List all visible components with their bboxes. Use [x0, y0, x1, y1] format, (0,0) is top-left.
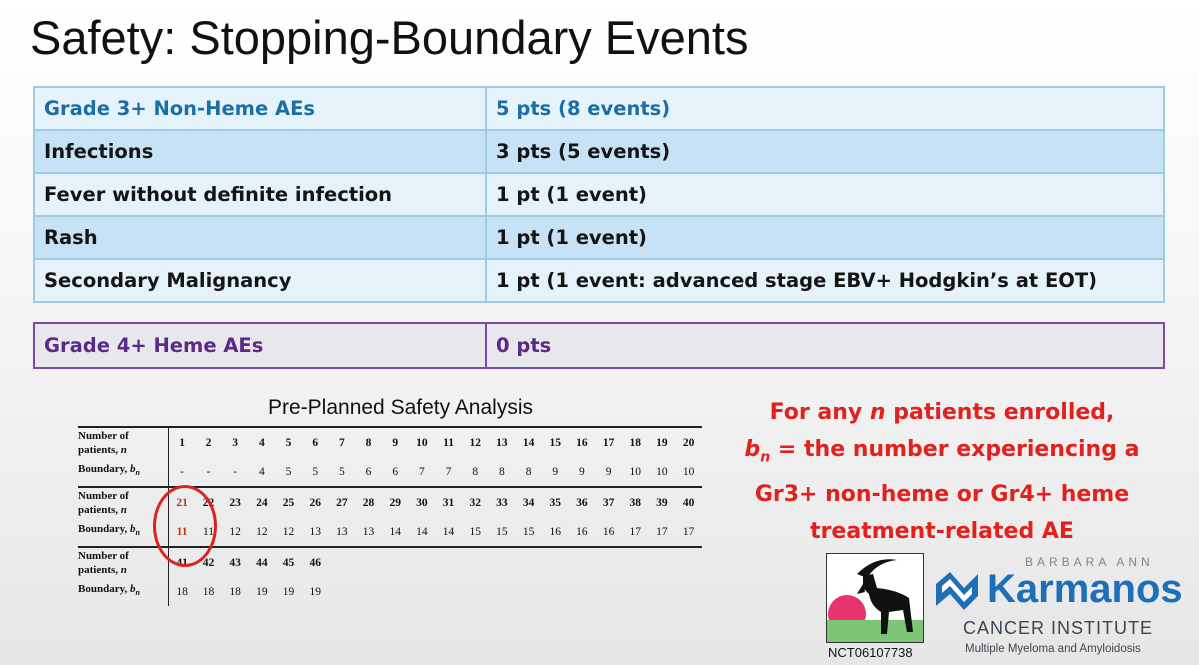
boundary-cell: [649, 577, 676, 606]
boundary-cell: [675, 577, 702, 606]
ae-value: 1 pt (1 event: advanced stage EBV+ Hodgkin’s at EOT): [486, 259, 1164, 302]
patients-cell: 46: [302, 547, 329, 577]
highlight-circle: [153, 485, 217, 567]
karmanos-tagline: Multiple Myeloma and Amyloidosis: [965, 643, 1141, 655]
boundary-label: Boundary, $b_n$: [78, 577, 169, 606]
ae-row: [34, 259, 1164, 302]
patients-cell: 5: [285, 436, 292, 449]
patients-cell: [515, 547, 542, 577]
boundary-cell: 16: [602, 525, 615, 538]
boundary-cell: [409, 577, 436, 606]
boundary-cell: [569, 577, 596, 606]
boundary-cell: 18: [229, 585, 241, 598]
boundary-cell: 15: [469, 525, 481, 538]
patients-cell: 12: [469, 436, 481, 449]
patients-cell: 40: [675, 487, 702, 517]
patients-cell: [569, 547, 596, 577]
patients-cell: 44: [249, 547, 276, 577]
patients-cell: 37: [595, 487, 622, 517]
patients-cell: 3: [232, 436, 239, 449]
patients-cell: 7: [338, 436, 345, 449]
patients-cell: 19: [656, 436, 668, 449]
patients-cell: 42: [195, 547, 222, 577]
patients-label-line2: patients, n: [78, 503, 127, 516]
patients-cell: 45: [275, 547, 302, 577]
boundary-cell: 10: [656, 465, 668, 478]
patients-label: [78, 547, 169, 577]
boundary-cell: 5: [338, 465, 345, 478]
ae-value: 5 pts (8 events): [486, 87, 1164, 130]
patients-cell: 13: [496, 436, 508, 449]
patients-cell: 36: [569, 487, 596, 517]
boundary-cell: 7: [445, 465, 452, 478]
ae-value: 3 pts (5 events): [486, 130, 1164, 173]
ae-label: Infections: [34, 130, 486, 173]
patients-cell: 14: [522, 436, 535, 449]
patients-cell: 25: [275, 487, 302, 517]
ae-value: 1 pt (1 event): [486, 216, 1164, 259]
note-line-4: treatment-related AE: [810, 519, 1074, 545]
boundary-cell: 19: [256, 585, 268, 598]
boundary-cell: [435, 577, 462, 606]
boundary-cell: 4: [258, 465, 265, 478]
patients-cell: 30: [409, 487, 436, 517]
karmanos-name: Karmanos: [987, 567, 1183, 611]
ae-row: [34, 87, 1164, 130]
boundary-cell: 9: [552, 465, 559, 478]
patients-cell: 35: [542, 487, 569, 517]
heme-ae-table: [33, 322, 1165, 369]
patients-cell: [355, 547, 382, 577]
patients-cell: 1: [179, 436, 185, 449]
ae-label: Fever without definite infection: [34, 173, 486, 216]
patients-cell: 26: [302, 487, 329, 517]
patients-label-line1: Number of: [78, 489, 129, 502]
patients-cell: 17: [602, 436, 615, 449]
boundary-cell: [462, 577, 489, 606]
boundary-cell: 7: [419, 465, 425, 478]
patients-cell: 29: [382, 487, 409, 517]
boundary-cell: 17: [682, 525, 695, 538]
heme-ae-label: Grade 4+ Heme AEs: [34, 323, 486, 368]
heme-ae-row: [34, 323, 1164, 368]
boundary-cell: -: [180, 465, 184, 478]
patients-label-line2: patients, n: [78, 563, 127, 576]
karmanos-subtitle: CANCER INSTITUTE: [963, 618, 1154, 638]
patients-cell: 32: [462, 487, 489, 517]
boundary-cell: 19: [309, 585, 321, 598]
patients-cell: [489, 547, 516, 577]
ae-value: 1 pt (1 event): [486, 173, 1164, 216]
patients-row: [78, 427, 702, 457]
boundary-cell: 12: [282, 525, 295, 538]
note-line-1: For any n patients enrolled,: [769, 400, 1115, 425]
boundary-cell: 9: [605, 465, 612, 478]
boundary-cell: 5: [285, 465, 292, 478]
patients-label-line1: Number of: [78, 429, 129, 442]
boundary-cell: 6: [392, 465, 399, 478]
boundary-cell: 11: [176, 525, 188, 538]
patients-cell: [675, 547, 702, 577]
nonheme-ae-table: [33, 86, 1165, 303]
boundary-cell: 13: [362, 525, 375, 538]
boundary-cell: 10: [629, 465, 641, 478]
patients-cell: 27: [329, 487, 356, 517]
slide-title: Safety: Stopping-Boundary Events: [30, 11, 749, 64]
patients-cell: 8: [365, 436, 372, 449]
patients-cell: 2: [205, 436, 212, 449]
karmanos-icon: [934, 566, 982, 612]
boundary-row: [78, 577, 702, 606]
boundary-cell: -: [206, 465, 211, 478]
boundary-cell: 16: [576, 525, 588, 538]
patients-label-line1: Number of: [78, 549, 129, 562]
boundary-cell: -: [233, 465, 238, 478]
boundary-cell: [355, 577, 382, 606]
boundary-cell: 17: [656, 525, 668, 538]
boundary-cell: 11: [202, 525, 215, 538]
boundary-cell: 15: [522, 525, 535, 538]
patients-cell: 24: [249, 487, 276, 517]
boundary-cell: 13: [336, 525, 348, 538]
boundary-cell: [329, 577, 356, 606]
boundary-cell: 16: [549, 525, 561, 538]
boundary-cell: 15: [496, 525, 508, 538]
karmanos-top-text: BARBARA ANN: [1025, 555, 1154, 569]
patients-cell: 31: [435, 487, 462, 517]
boundary-cell: 19: [282, 585, 295, 598]
patients-cell: 6: [312, 436, 319, 449]
boundary-label: Boundary, $b_n$: [78, 517, 169, 547]
boundary-cell: 8: [525, 465, 532, 478]
boundary-cell: 5: [312, 465, 319, 478]
patients-cell: 33: [489, 487, 516, 517]
boundary-cell: [542, 577, 569, 606]
ae-row: [34, 130, 1164, 173]
boundary-cell: 9: [579, 465, 585, 478]
heme-ae-value: 0 pts: [486, 323, 1164, 368]
ibex-icon: [827, 554, 923, 642]
patients-cell: 18: [629, 436, 641, 449]
boundary-label: Boundary, $b_n$: [78, 457, 169, 487]
boundary-cell: 12: [256, 525, 268, 538]
patients-cell: 15: [549, 436, 561, 449]
ae-row: [34, 216, 1164, 259]
patients-cell: [435, 547, 462, 577]
patients-cell: 34: [515, 487, 542, 517]
ae-label: Secondary Malignancy: [34, 259, 486, 302]
patients-cell: 22: [195, 487, 222, 517]
boundary-cell: 18: [176, 585, 188, 598]
patients-cell: [329, 547, 356, 577]
boundary-cell: 8: [499, 465, 505, 478]
safety-analysis-title: Pre-Planned Safety Analysis: [268, 396, 533, 419]
patients-cell: [542, 547, 569, 577]
patients-label-line2: patients, n: [78, 443, 127, 456]
note-line-3: Gr3+ non-heme or Gr4+ heme: [754, 482, 1130, 508]
trial-id: NCT06107738: [828, 645, 913, 660]
patients-cell: 28: [355, 487, 382, 517]
boundary-cell: 17: [629, 525, 641, 538]
boundary-row: [78, 457, 702, 487]
boundary-cell: [515, 577, 542, 606]
patients-cell: 11: [443, 436, 454, 449]
boundary-cell: 14: [442, 525, 455, 538]
patients-cell: 43: [222, 547, 249, 577]
boundary-cell: 18: [202, 585, 215, 598]
patients-cell: 41: [169, 547, 196, 577]
patients-cell: 9: [392, 436, 399, 449]
patients-cell: [622, 547, 649, 577]
boundary-cell: [595, 577, 622, 606]
boundary-cell: 14: [389, 525, 401, 538]
patients-cell: [649, 547, 676, 577]
boundary-cell: 10: [682, 465, 695, 478]
patients-cell: 23: [222, 487, 249, 517]
patients-cell: 4: [258, 436, 265, 449]
note-line-2: $b_n$ = the number experiencing a: [744, 437, 1140, 466]
patients-cell: 16: [576, 436, 588, 449]
patients-cell: [462, 547, 489, 577]
patients-cell: 39: [649, 487, 676, 517]
patients-cell: 10: [416, 436, 428, 449]
patients-cell: 38: [622, 487, 649, 517]
boundary-cell: 6: [365, 465, 372, 478]
boundary-cell: [489, 577, 516, 606]
boundary-cell: [382, 577, 409, 606]
patients-label: [78, 427, 169, 457]
ae-row: [34, 173, 1164, 216]
boundary-cell: 14: [416, 525, 428, 538]
ibex-trial-logo: [826, 553, 924, 643]
boundary-cell: 13: [309, 525, 321, 538]
patients-cell: [409, 547, 436, 577]
ae-label: Rash: [34, 216, 486, 259]
patients-cell: [595, 547, 622, 577]
boundary-cell: 8: [472, 465, 479, 478]
boundary-cell: [622, 577, 649, 606]
patients-cell: 21: [169, 487, 196, 517]
patients-cell: [382, 547, 409, 577]
boundary-note: [712, 394, 1172, 550]
patients-cell: 20: [682, 436, 695, 449]
ae-label: Grade 3+ Non-Heme AEs: [34, 87, 486, 130]
boundary-cell: 12: [229, 525, 241, 538]
